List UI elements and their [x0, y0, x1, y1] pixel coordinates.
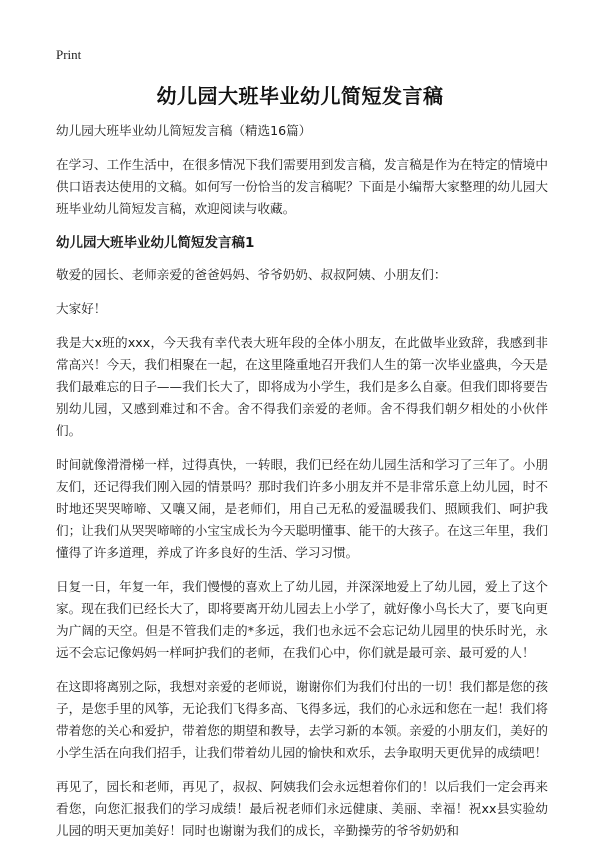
- document-title: 幼儿园大班毕业幼儿简短发言稿: [156, 84, 444, 108]
- document-body: [56, 120, 548, 854]
- body-paragraph-5: 再见了，园长和老师，再见了，叔叔、阿姨我们会永远想着你们的！以后我们一定会再来看您，向您汇报我们的学习成绩！最后祝老师们永远健康、美丽、幸福！祝xx县实验幼儿园的明天更加美好！同时也谢谢为我们的成长，辛勤操劳的爷爷奶奶和: [56, 779, 548, 838]
- print-link[interactable]: Print: [56, 47, 82, 62]
- document-subtitle: 幼儿园大班毕业幼儿简短发言稿（精选16篇）: [56, 123, 312, 138]
- body-paragraph-4: 在这即将离别之际，我想对亲爱的老师说，谢谢你们为我们付出的一切！我们都是您的孩子，是您手里的风筝，无论我们飞得多高、飞得多远，我们的心永远和您在一起！我们将带着您的关心和爱护，带着您的期望和教导，去学习新的本领。亲爱的小朋友们，美好的小学生活在向我们招手，让我们带着幼儿园的愉快和欢乐，去争取明天更优异的成绩吧！: [56, 679, 548, 760]
- intro-paragraph: 在学习、工作生活中，在很多情况下我们需要用到发言稿，发言稿是作为在特定的情境中供口语表达使用的文稿。如何写一份恰当的发言稿呢？下面是小编帮大家整理的幼儿园大班毕业幼儿简短发言稿，欢迎阅读与收藏。: [56, 157, 548, 216]
- body-paragraph-1: 我是大x班的xxx，今天我有幸代表大班年段的全体小朋友，在此做毕业致辞，我感到非常高兴！今天，我们相聚在一起，在这里隆重地召开我们人生的第一次毕业盛典，今天是我们最难忘的日子——我们长大了，即将成为小学生，我们是多么自豪。但我们即将要告别幼儿园，又感到难过和不舍。舍不得我们亲爱的老师。舍不得我们朝夕相处的小伙伴们。: [56, 335, 548, 438]
- body-paragraph-3: 日复一日，年复一年，我们慢慢的喜欢上了幼儿园，并深深地爱上了幼儿园，爱上了这个家。现在我们已经长大了，即将要离开幼儿园去上小学了，就好像小鸟长大了，要飞向更为广阔的天空。但是不管我们走的*多远，我们也永远不会忘记幼儿园里的快乐时光，永远不会忘记像妈妈一样呵护我们的老师，在我们心中，你们就是最可亲、最可爱的人！: [56, 579, 548, 660]
- greeting-paragraph: 大家好！: [56, 301, 107, 316]
- salutation-paragraph: 敬爱的园长、老师亲爱的爸爸妈妈、爷爷奶奶、叔叔阿姨、小朋友们：: [56, 267, 447, 282]
- body-paragraph-2: 时间就像滑滑梯一样，过得真快，一转眼，我们已经在幼儿园生活和学习了三年了。小朋友们，还记得我们刚入园的情景吗？那时我们许多小朋友并不是非常乐意上幼儿园，时不时地还哭哭啼啼、又嚷又闹，是老师们，用自己无私的爱温暖我们、照顾我们、呵护我们；让我们从哭哭啼啼的小宝宝成长为今天聪明懂事、能干的大孩子。在这三年里，我们懂得了许多道理，养成了许多良好的生活、学习习惯。: [56, 457, 548, 560]
- section-heading: 幼儿园大班毕业幼儿简短发言稿1: [56, 235, 255, 251]
